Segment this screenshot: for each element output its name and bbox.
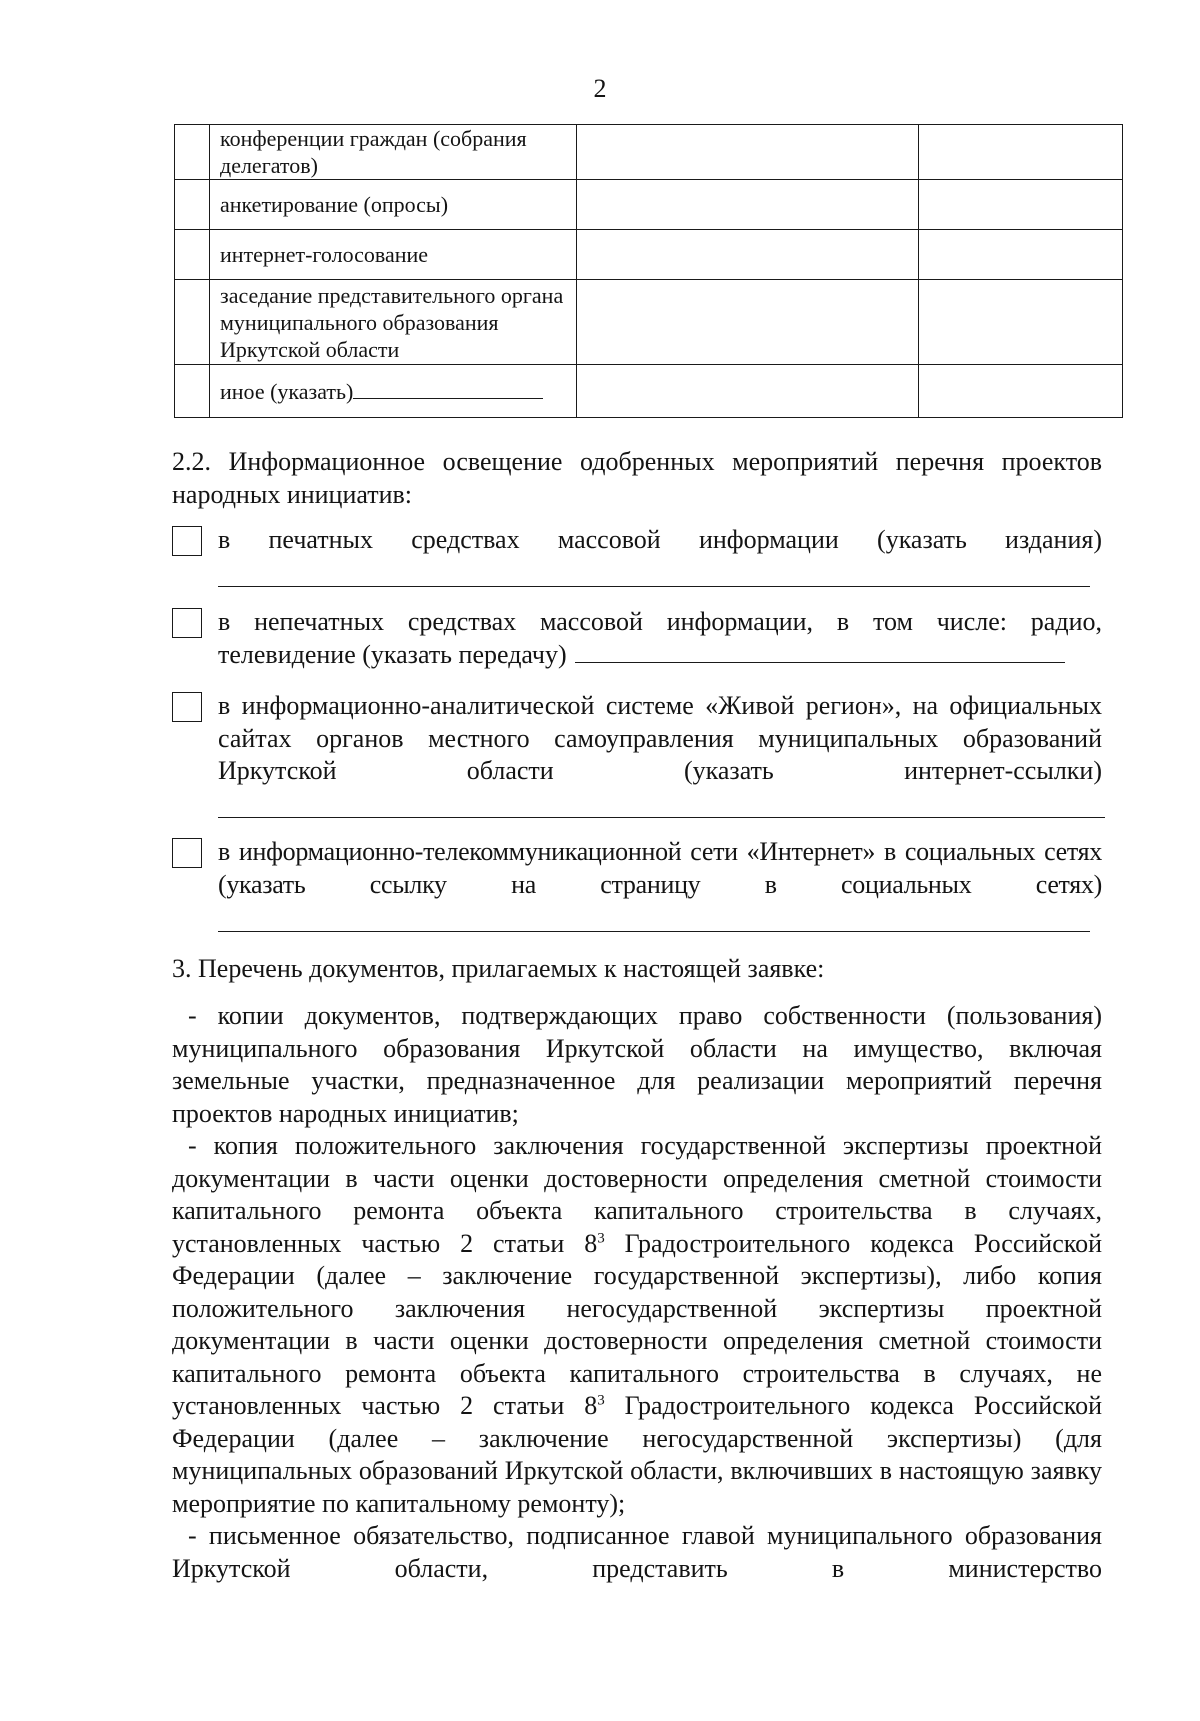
checkbox[interactable] [172,838,202,868]
option-nonprint-media [172,606,1102,671]
option-label: в информационно-аналитической системе «Живой регион», на официальных сайтах органов местного самоуправления муниципальных образований Иркутской области (указать интернет-ссылки) [218,691,1102,785]
section-3-title: 3. Перечень документов, прилагаемых к настоящей заявке: [172,954,825,983]
option-label: в непечатных средствах массовой информации, в том числе: радио, телевидение (указать передачу) [218,607,1102,669]
table-row [175,365,1123,418]
value-cell[interactable] [577,365,919,418]
document-item: - копии документов, подтверждающих право собственности (пользования) муниципального образования Иркутской области на имущество, включая земельные участки, предназначенное для реализации мероприятий перечня проектов народных инициатив; [172,1001,1102,1128]
other-label: иное (указать) [220,378,354,404]
participation-methods-table [174,124,1123,418]
document-item [172,1130,1102,1520]
value-cell[interactable] [919,125,1123,180]
option-label-wrap [218,606,1102,671]
option-social-networks [172,836,1102,901]
table-row [175,180,1123,230]
answer-line[interactable] [575,662,1065,663]
method-cell: анкетирование (опросы) [210,180,577,230]
document-text: Градостроительного кодекса Российской Федерации (далее – заключение негосударственной экспертизы) (для муниципальных образований Иркутской области, включивших в настоящую заявку мероприятие по капитальному ремонту); [172,1391,1102,1518]
method-cell: заседание представительного органа муниципального образования Иркутской области [210,280,577,365]
option-label: в печатных средствах массовой информации (указать издания) [218,525,1102,554]
value-cell[interactable] [919,230,1123,280]
value-cell[interactable] [577,230,919,280]
mark-cell[interactable] [175,125,210,180]
answer-line[interactable] [218,931,1090,932]
checkbox[interactable] [172,692,202,722]
value-cell[interactable] [577,180,919,230]
checkbox[interactable] [172,608,202,638]
value-cell[interactable] [919,365,1123,418]
superscript: 3 [597,1392,605,1409]
documents-list [172,1000,1102,1585]
mark-cell[interactable] [175,280,210,365]
answer-line[interactable] [218,586,1090,587]
option-print-media [172,524,1102,557]
mark-cell[interactable] [175,365,210,418]
mark-cell[interactable] [175,230,210,280]
section-2-2-title: 2.2. Информационное освещение одобренных мероприятий перечня проектов народных инициатив: [172,447,1102,509]
other-fill-line[interactable] [353,398,543,399]
method-cell: конференции граждан (собрания делегатов) [210,125,577,180]
table-row [175,230,1123,280]
method-cell [210,365,577,418]
page-number: 2 [593,74,607,103]
value-cell[interactable] [919,180,1123,230]
answer-line[interactable] [218,817,1105,818]
table-row [175,280,1123,365]
option-live-region [172,690,1102,788]
value-cell[interactable] [577,280,919,365]
document-item: - письменное обязательство, подписанное главой муниципального образования Иркутской области, представить в министерство [172,1521,1102,1583]
method-cell: интернет-голосование [210,230,577,280]
checkbox[interactable] [172,526,202,556]
mark-cell[interactable] [175,180,210,230]
table-row [175,125,1123,180]
superscript: 3 [597,1229,605,1246]
value-cell[interactable] [577,125,919,180]
value-cell[interactable] [919,280,1123,365]
document-text: Градостроительного кодекса Российской Федерации (далее – заключение государственной экспертизы), либо копия положительного заключения негосударственной экспертизы проектной документации в части оценки достоверности определения сметной стоимости капитального ремонта объекта капитального строительства в случаях, не установленных частью 2 статьи 8 [172,1228,1102,1420]
document-text: - копия положительного заключения государственной экспертизы проектной документации в части оценки достоверности определения сметной стоимости капитального ремонта объекта капитального строительства в случаях, установленных частью 2 статьи 8 [172,1131,1102,1258]
option-label: в информационно-телекоммуникационной сети «Интернет» в социальных сетях (указать ссылку на страницу в социальных сетях) [218,837,1102,899]
